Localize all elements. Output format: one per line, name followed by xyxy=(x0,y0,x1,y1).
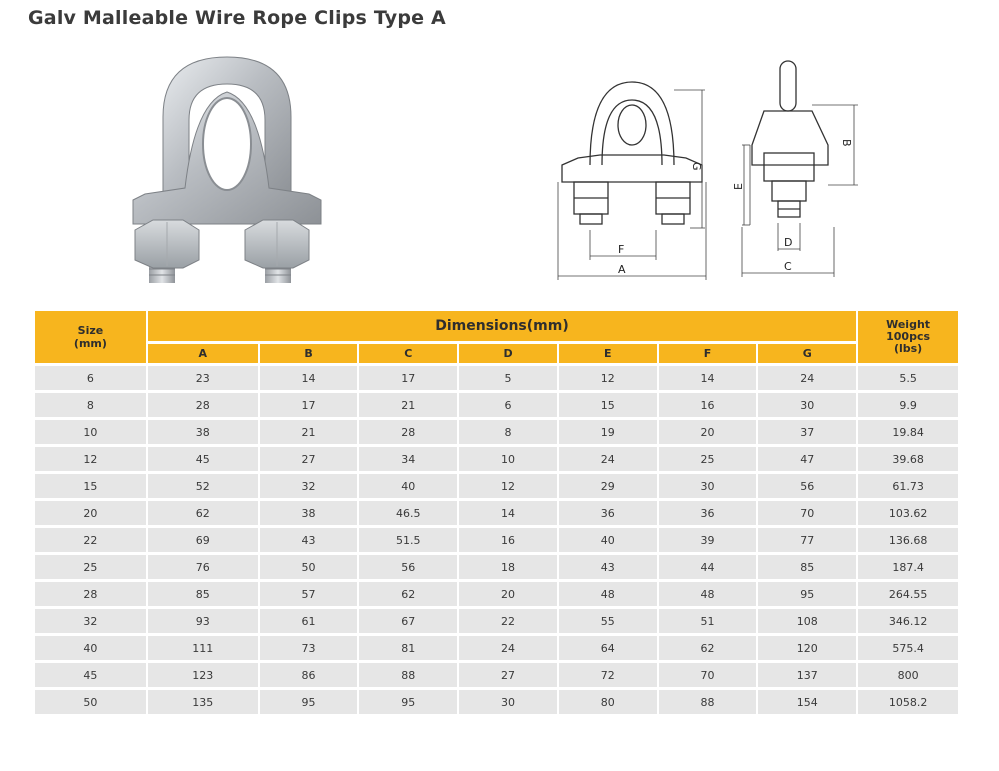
table-cell: 15 xyxy=(35,474,146,498)
table-cell: 85 xyxy=(148,582,258,606)
table-cell: 12 xyxy=(35,447,146,471)
table-cell: 34 xyxy=(359,447,457,471)
table-cell: 14 xyxy=(459,501,557,525)
table-cell: 95 xyxy=(260,690,358,714)
table-cell: 77 xyxy=(758,528,856,552)
table-row xyxy=(35,366,958,390)
table-cell: 81 xyxy=(359,636,457,660)
table-cell: 12 xyxy=(559,366,657,390)
table-row xyxy=(35,663,958,687)
table-cell: 5 xyxy=(459,366,557,390)
table-cell: 43 xyxy=(260,528,358,552)
table-cell: 39.68 xyxy=(858,447,958,471)
table-cell: 57 xyxy=(260,582,358,606)
table-cell: 22 xyxy=(35,528,146,552)
table-cell: 76 xyxy=(148,555,258,579)
label-b: B xyxy=(840,139,853,147)
table-row xyxy=(35,474,958,498)
table-row xyxy=(35,528,958,552)
table-cell: 56 xyxy=(758,474,856,498)
table-cell: 16 xyxy=(459,528,557,552)
table-cell: 5.5 xyxy=(858,366,958,390)
table-cell: 32 xyxy=(260,474,358,498)
column-header-c: C xyxy=(359,344,457,363)
table-cell: 86 xyxy=(260,663,358,687)
table-cell: 73 xyxy=(260,636,358,660)
table-cell: 28 xyxy=(148,393,258,417)
table-cell: 135 xyxy=(148,690,258,714)
table-cell: 14 xyxy=(260,366,358,390)
table-row xyxy=(35,447,958,471)
table-cell: 36 xyxy=(559,501,657,525)
table-cell: 20 xyxy=(35,501,146,525)
table-row xyxy=(35,636,958,660)
table-cell: 28 xyxy=(35,582,146,606)
table-cell: 14 xyxy=(659,366,757,390)
table-cell: 9.9 xyxy=(858,393,958,417)
table-cell: 51 xyxy=(659,609,757,633)
table-cell: 30 xyxy=(659,474,757,498)
table-cell: 37 xyxy=(758,420,856,444)
table-cell: 120 xyxy=(758,636,856,660)
table-cell: 154 xyxy=(758,690,856,714)
table-cell: 30 xyxy=(758,393,856,417)
table-cell: 346.12 xyxy=(858,609,958,633)
table-cell: 800 xyxy=(858,663,958,687)
table-cell: 50 xyxy=(260,555,358,579)
table-cell: 45 xyxy=(35,663,146,687)
table-cell: 46.5 xyxy=(359,501,457,525)
table-cell: 88 xyxy=(359,663,457,687)
column-header-d: D xyxy=(459,344,557,363)
column-header-g: G xyxy=(758,344,856,363)
table-cell: 136.68 xyxy=(858,528,958,552)
table-cell: 27 xyxy=(459,663,557,687)
table-cell: 103.62 xyxy=(858,501,958,525)
table-cell: 70 xyxy=(659,663,757,687)
table-row xyxy=(35,555,958,579)
table-cell: 67 xyxy=(359,609,457,633)
table-cell: 6 xyxy=(35,366,146,390)
table-cell: 45 xyxy=(148,447,258,471)
table-cell: 187.4 xyxy=(858,555,958,579)
table-cell: 1058.2 xyxy=(858,690,958,714)
table-cell: 95 xyxy=(758,582,856,606)
table-row xyxy=(35,690,958,714)
table-cell: 20 xyxy=(459,582,557,606)
table-cell: 38 xyxy=(148,420,258,444)
table-cell: 17 xyxy=(359,366,457,390)
size-header: Size (mm) xyxy=(35,311,146,363)
table-cell: 62 xyxy=(148,501,258,525)
table-cell: 48 xyxy=(559,582,657,606)
table-row xyxy=(35,420,958,444)
label-g: G xyxy=(690,162,703,171)
table-cell: 12 xyxy=(459,474,557,498)
table-cell: 36 xyxy=(659,501,757,525)
table-cell: 21 xyxy=(260,420,358,444)
table-cell: 44 xyxy=(659,555,757,579)
table-cell: 64 xyxy=(559,636,657,660)
label-f: F xyxy=(618,243,625,256)
table-cell: 15 xyxy=(559,393,657,417)
column-header-f: F xyxy=(659,344,757,363)
dimensions-header: Dimensions(mm) xyxy=(148,311,856,341)
table-row xyxy=(35,609,958,633)
label-a: A xyxy=(618,263,626,276)
table-cell: 8 xyxy=(459,420,557,444)
table-cell: 111 xyxy=(148,636,258,660)
table-cell: 56 xyxy=(359,555,457,579)
table-cell: 137 xyxy=(758,663,856,687)
table-cell: 575.4 xyxy=(858,636,958,660)
table-cell: 16 xyxy=(659,393,757,417)
table-cell: 61 xyxy=(260,609,358,633)
table-cell: 62 xyxy=(659,636,757,660)
table-cell: 51.5 xyxy=(359,528,457,552)
dimensions-table xyxy=(33,308,960,717)
table-cell: 38 xyxy=(260,501,358,525)
table-cell: 22 xyxy=(459,609,557,633)
table-cell: 24 xyxy=(459,636,557,660)
table-cell: 52 xyxy=(148,474,258,498)
table-row xyxy=(35,393,958,417)
table-cell: 50 xyxy=(35,690,146,714)
table-cell: 24 xyxy=(559,447,657,471)
table-cell: 72 xyxy=(559,663,657,687)
table-cell: 62 xyxy=(359,582,457,606)
table-row xyxy=(35,501,958,525)
table-cell: 70 xyxy=(758,501,856,525)
table-cell: 29 xyxy=(559,474,657,498)
table-cell: 47 xyxy=(758,447,856,471)
table-row xyxy=(35,582,958,606)
table-cell: 88 xyxy=(659,690,757,714)
table-cell: 108 xyxy=(758,609,856,633)
weight-header: Weight 100pcs (lbs) xyxy=(858,311,958,363)
table-cell: 21 xyxy=(359,393,457,417)
column-header-b: B xyxy=(260,344,358,363)
table-cell: 6 xyxy=(459,393,557,417)
table-cell: 25 xyxy=(35,555,146,579)
table-cell: 30 xyxy=(459,690,557,714)
table-cell: 93 xyxy=(148,609,258,633)
table-cell: 61.73 xyxy=(858,474,958,498)
table-cell: 25 xyxy=(659,447,757,471)
table-cell: 17 xyxy=(260,393,358,417)
table-cell: 95 xyxy=(359,690,457,714)
table-cell: 85 xyxy=(758,555,856,579)
wire-rope-clip-photo xyxy=(125,52,330,292)
table-cell: 20 xyxy=(659,420,757,444)
table-cell: 55 xyxy=(559,609,657,633)
column-header-e: E xyxy=(559,344,657,363)
table-cell: 28 xyxy=(359,420,457,444)
table-cell: 43 xyxy=(559,555,657,579)
table-cell: 19.84 xyxy=(858,420,958,444)
table-cell: 32 xyxy=(35,609,146,633)
label-e: E xyxy=(732,183,745,190)
table-cell: 39 xyxy=(659,528,757,552)
table-cell: 10 xyxy=(459,447,557,471)
table-cell: 27 xyxy=(260,447,358,471)
table-cell: 48 xyxy=(659,582,757,606)
table-cell: 80 xyxy=(559,690,657,714)
table-cell: 10 xyxy=(35,420,146,444)
table-cell: 264.55 xyxy=(858,582,958,606)
table-cell: 40 xyxy=(359,474,457,498)
label-c: C xyxy=(784,260,792,273)
table-cell: 18 xyxy=(459,555,557,579)
table-cell: 8 xyxy=(35,393,146,417)
table-cell: 23 xyxy=(148,366,258,390)
table-cell: 40 xyxy=(559,528,657,552)
label-d: D xyxy=(784,236,793,249)
column-header-a: A xyxy=(148,344,258,363)
front-view-diagram xyxy=(550,70,715,285)
table-cell: 19 xyxy=(559,420,657,444)
table-cell: 69 xyxy=(148,528,258,552)
side-view-diagram xyxy=(730,55,865,285)
page-title: Galv Malleable Wire Rope Clips Type A xyxy=(28,7,446,29)
table-cell: 123 xyxy=(148,663,258,687)
table-cell: 40 xyxy=(35,636,146,660)
table-cell: 24 xyxy=(758,366,856,390)
